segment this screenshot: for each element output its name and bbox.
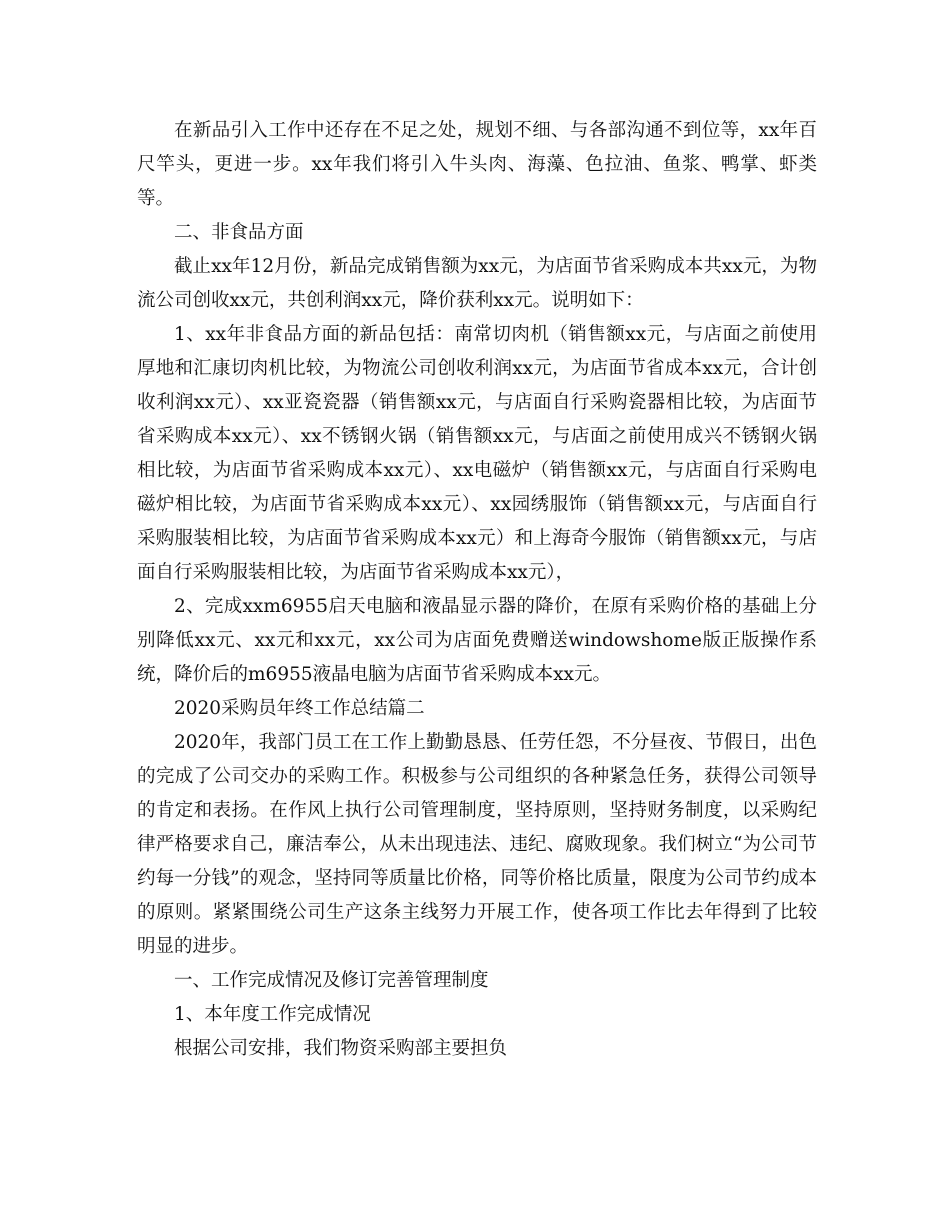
paragraph-sales-summary: 截止xx年12月份，新品完成销售额为xx元，为店面节省采购成本共xx元，为物流公司创收xx元，共创利润xx元，降价获利xx元。说明如下： xyxy=(137,256,817,311)
paragraph-computer-price-reduction: 2、完成xxm6955启天电脑和液晶显示器的降价，在原有采购价格的基础上分别降低xx元、xx元和xx元，xx公司为店面免费赠送windowshome版正版操作系统，降价后的m6955液晶电脑为店面节省采购成本xx元。 xyxy=(137,596,817,685)
paragraph-company-arrangement: 根据公司安排，我们物资采购部主要担负 xyxy=(174,1038,508,1059)
heading-non-food: 二、非食品方面 xyxy=(174,222,304,243)
paragraph-non-food-products: 1、xx年非食品方面的新品包括：南常切肉机（销售额xx元，与店面之前使用厚地和汇康切肉机比较，为物流公司创收利润xx元，为店面节省成本xx元，合计创收利润xx元）、xx亚瓷瓷器（销售额xx元，与店面自行采购瓷器相比较，为店面节省采购成本xx元）、xx不锈钢火锅（销售额xx元，与店面之前使用成兴不锈钢火锅相比较，为店面节省采购成本xx元）、xx电磁炉（销售额xx元，与店面自行采购电磁炉相比较，为店面节省采购成本xx元）、xx园绣服饰（销售额xx元，与店面自行采购服装相比较，为店面节省采购成本xx元）和上海奇今服饰（销售额xx元，与店面自行采购服装相比较，为店面节省采购成本xx元）， xyxy=(137,324,817,583)
paragraph-new-product-shortcomings: 在新品引入工作中还存在不足之处，规划不细、与各部沟通不到位等，xx年百尺竿头，更进一步。xx年我们将引入牛头肉、海藻、色拉油、鱼浆、鸭掌、虾类等。 xyxy=(137,120,817,209)
paragraph-department-overview: 2020年，我部门员工在工作上勤勤恳恳、任劳任怨，不分昼夜、节假日，出色的完成了公司交办的采购工作。积极参与公司组织的各种紧急任务，获得公司领导的肯定和表扬。在作风上执行公司管理制度，坚持原则，坚持财务制度，以采购纪律严格要求自己，廉洁奉公，从未出现违法、违纪、腐败现象。我们树立“为公司节约每一分钱”的观念，坚持同等质量比价格，同等价格比质量，限度为公司节约成本的原则。紧紧围绕公司生产这条主线努力开展工作，使各项工作比去年得到了比较明显的进步。 xyxy=(137,732,817,957)
heading-summary-part-two: 2020采购员年终工作总结篇二 xyxy=(174,698,425,719)
heading-annual-completion: 1、本年度工作完成情况 xyxy=(174,1004,371,1025)
document-body xyxy=(137,114,817,1066)
heading-work-completion: 一、工作完成情况及修订完善管理制度 xyxy=(174,970,489,991)
